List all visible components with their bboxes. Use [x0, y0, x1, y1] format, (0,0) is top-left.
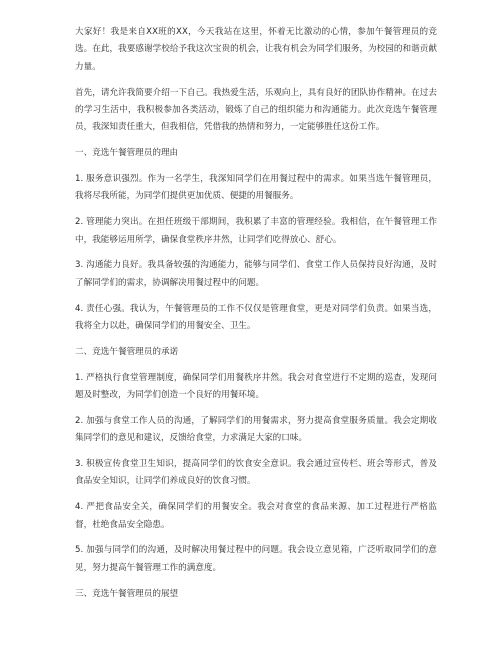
- section-heading-promises: 二、竞选午餐管理员的承诺: [75, 346, 179, 357]
- promise-item: 2. 加强与食堂工作人员的沟通，了解同学们的用餐需求，努力提高食堂服务质量。我会定期收集同学们的意见和建议，反馈给食堂，力求满足大家的口味。: [75, 415, 437, 444]
- promise-item: 4. 严把食品安全关，确保同学们的用餐安全。我会对食堂的食品来源、加工过程进行严格监督，杜绝食品安全隐患。: [75, 502, 437, 530]
- section-heading-outlook: 三、竞选午餐管理员的展望: [75, 588, 179, 599]
- promise-item: 3. 积极宣传食堂卫生知识，提高同学们的饮食安全意识。我会通过宣传栏、班会等形式，普及食品安全知识，让同学们养成良好的饮食习惯。: [75, 459, 437, 487]
- reason-item: 1. 服务意识强烈。作为一名学生，我深知同学们在用餐过程中的需求。如果当选午餐管理员，我将尽我所能，为同学们提供更加优质、便捷的用餐服务。: [75, 174, 437, 202]
- promise-item: 1. 严格执行食堂管理制度，确保同学们用餐秩序井然。我会对食堂进行不定期的巡查，发现问题及时整改，为同学们创造一个良好的用餐环境。: [75, 372, 437, 401]
- promise-item: 5. 加强与同学们的沟通，及时解决用餐过程中的问题。我会设立意见箱，广泛听取同学们的意见，努力提高午餐管理工作的满意度。: [75, 545, 437, 573]
- document-body: [75, 24, 437, 611]
- intro-paragraph: 首先，请允许我简要介绍一下自己。我热爱生活，乐观向上，具有良好的团队协作精神。在过去的学习生活中，我积极参加各类活动，锻炼了自己的组织能力和沟通能力。此次竞选午餐管理员，我深知责任重大，但我相信，凭借我的热情和努力，一定能够胜任这份工作。: [75, 87, 437, 133]
- section-heading-reasons: 一、竞选午餐管理员的理由: [75, 148, 179, 159]
- reason-item: 2. 管理能力突出。在担任班级干部期间，我积累了丰富的管理经验。我相信，在午餐管理工作中，我能够运用所学，确保食堂秩序井然，让同学们吃得放心、舒心。: [75, 217, 437, 245]
- reason-item: 3. 沟通能力良好。我具备较强的沟通能力，能够与同学们、食堂工作人员保持良好沟通，及时了解同学们的需求，协调解决用餐过程中的问题。: [75, 260, 437, 288]
- intro-paragraph: 大家好！我是来自XX班的XX，今天我站在这里，怀着无比激动的心情，参加午餐管理员的竞选。在此，我要感谢学校给予我这次宝贵的机会，让我有机会为同学们服务，为校园的和谐贡献力量。: [75, 27, 437, 72]
- reason-item: 4. 责任心强。我认为，午餐管理员的工作不仅仅是管理食堂，更是对同学们负责。如果当选，我将全力以赴，确保同学们的用餐安全、卫生。: [75, 303, 437, 332]
